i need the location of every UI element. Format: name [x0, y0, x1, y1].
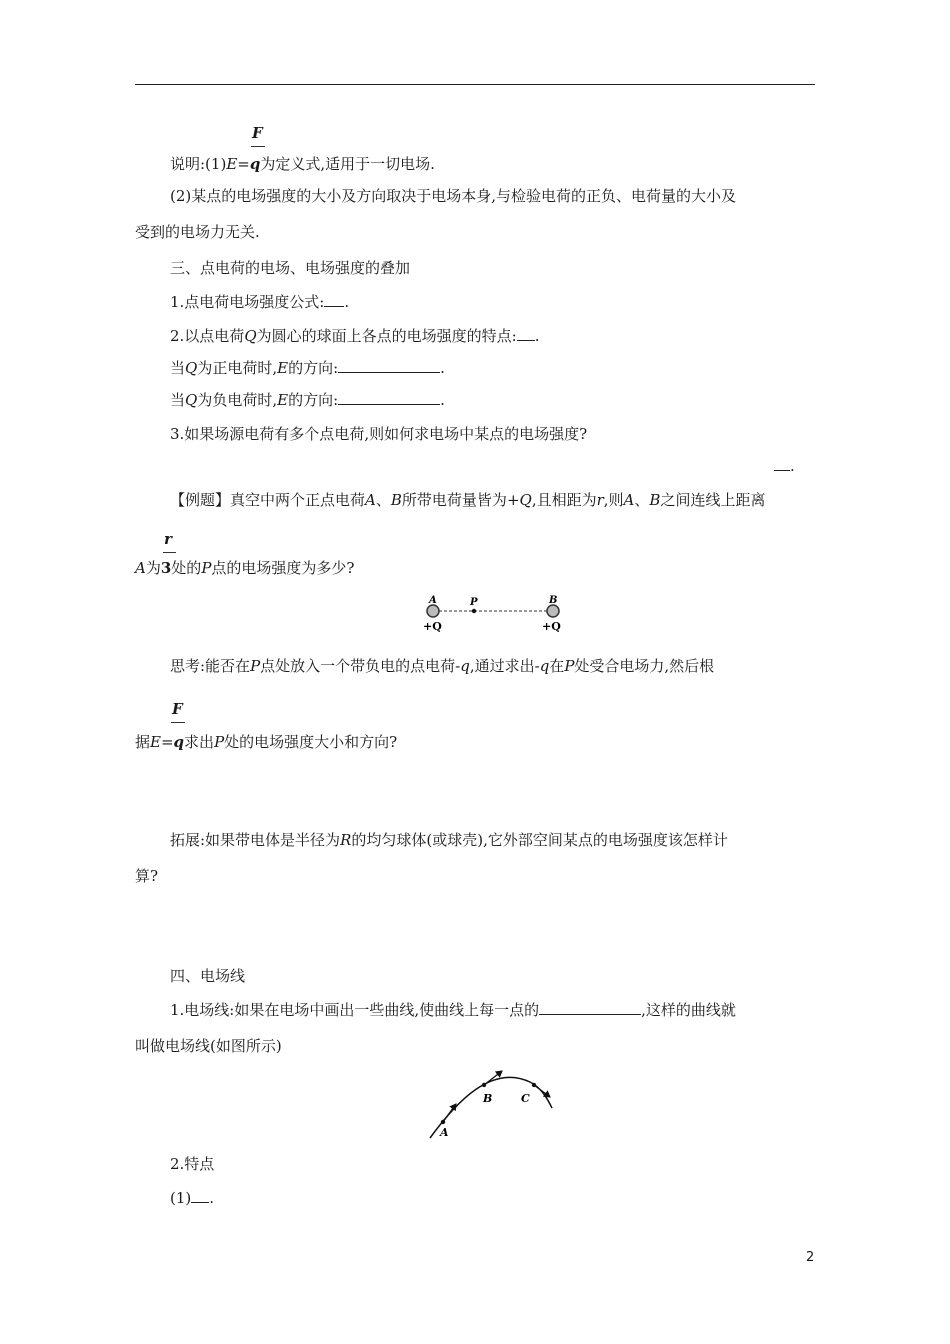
page-number: 2	[806, 1250, 815, 1265]
example-text3: ,且相距为	[531, 491, 597, 509]
item2-post: 为圆心的球面上各点的电场强度的特点:	[256, 327, 517, 345]
section3-item2	[170, 326, 539, 346]
var-P2: P	[564, 657, 575, 675]
answer-blank	[191, 1188, 209, 1203]
var-negq2: -q	[534, 657, 550, 675]
charge-B-label: +Q	[542, 620, 561, 633]
var-P: P	[250, 657, 261, 675]
var-B2: B	[649, 491, 661, 509]
var-plusQ: +Q	[506, 491, 532, 509]
period: .	[534, 327, 540, 345]
label-P: P	[470, 597, 478, 608]
fraction-denominator: 3	[160, 559, 172, 577]
period: .	[440, 359, 445, 377]
extend-line-1	[170, 830, 728, 850]
fraction-bar	[163, 552, 176, 553]
extend-post: 的均匀球体(或球壳),它外部空间某点的电场强度该怎样计	[351, 831, 728, 849]
think-mid4: 处受合电场力,然后根	[574, 657, 715, 675]
var-P: P	[214, 733, 225, 751]
answer-blank	[338, 358, 440, 373]
period: .	[790, 457, 795, 475]
note-suffix: 为定义式,适用于一切电场.	[260, 155, 435, 173]
section4-heading: 四、电场线	[170, 967, 246, 985]
neg-post: 的方向:	[288, 391, 339, 409]
note-line-3: 受到的电场力无关.	[135, 223, 260, 241]
example-post-pre: 处的	[171, 559, 202, 577]
neg-mid: 为负电荷时,	[197, 391, 278, 409]
fraction-numerator: r	[164, 530, 172, 548]
sep: 、	[634, 491, 650, 509]
answer-blank	[324, 292, 344, 307]
think-pre: 思考:能否在	[170, 657, 251, 675]
extend-pre: 拓展:如果带电体是半径为	[170, 831, 341, 849]
fraction-numerator: F	[172, 700, 183, 718]
field-line-figure	[422, 1066, 562, 1142]
pos-mid: 为正电荷时,	[197, 359, 278, 377]
var-A: A	[135, 559, 146, 577]
tangent-arrow-C	[534, 1085, 550, 1097]
think-mid2: ,通过求出	[469, 657, 535, 675]
var-P: P	[201, 559, 212, 577]
fraction-bar	[171, 722, 185, 723]
example-line-2	[135, 558, 354, 578]
item2-1-label: (1)	[170, 1189, 192, 1207]
pos-Q: Q	[185, 359, 198, 377]
item1-pre: 1.电场线:如果在电场中画出一些曲线,使曲线上每一点的	[170, 1001, 540, 1019]
section4-item2-1	[170, 1188, 214, 1208]
label-B: B	[549, 595, 558, 606]
think-mid3: 在	[549, 657, 565, 675]
var-A: A	[365, 491, 376, 509]
section4-item2: 2.特点	[170, 1155, 215, 1173]
fraction-bar	[251, 146, 265, 147]
positive-charge-line	[170, 358, 445, 378]
item2-pre: 2.以点电荷	[170, 327, 245, 345]
extend-line-2: 算?	[135, 867, 159, 885]
think-E: E=	[150, 733, 174, 751]
section4-item1	[170, 1000, 736, 1020]
charge-B-sphere	[547, 605, 559, 617]
neg-E: E	[277, 391, 289, 409]
example-text4: ,则	[603, 491, 624, 509]
label-B: B	[483, 1092, 493, 1105]
note-line-2: (2)某点的电场强度的大小及方向取决于电场本身,与检验电荷的正负、电荷量的大小及	[170, 187, 737, 205]
pos-post: 的方向:	[288, 359, 339, 377]
answer-blank	[774, 456, 790, 471]
answer-blank	[539, 1000, 641, 1015]
charge-A-label: +Q	[423, 620, 442, 633]
sep: 、	[375, 491, 391, 509]
label-C: C	[521, 1092, 530, 1105]
item1-post: ,这样的曲线就	[641, 1001, 736, 1019]
answer-blank	[338, 390, 440, 405]
item1-text: 1.点电荷电场强度公式:	[170, 293, 325, 311]
example-wei: 为	[145, 559, 161, 577]
fraction-numerator: F	[252, 124, 263, 142]
neg-pre: 当	[170, 391, 186, 409]
item3-answer	[774, 456, 795, 476]
var-R: R	[340, 831, 352, 849]
pos-pre: 当	[170, 359, 186, 377]
answer-blank	[517, 326, 535, 341]
period: .	[209, 1189, 215, 1207]
example-post: 点的电场强度为多少?	[211, 559, 355, 577]
example-text2: 所带电荷量皆为	[401, 491, 507, 509]
pos-E: E	[277, 359, 289, 377]
note-line-1	[170, 154, 435, 174]
negative-charge-line	[170, 390, 445, 410]
header-rule	[135, 84, 815, 85]
example-line-1	[170, 490, 765, 510]
section3-item3: 3.如果场源电荷有多个点电荷,则如何求电场中某点的电场强度?	[170, 425, 588, 443]
var-A2: A	[623, 491, 635, 509]
think-line-2	[135, 732, 397, 752]
section3-heading: 三、点电荷的电场、电场强度的叠加	[170, 259, 411, 277]
think-line2-post: 处的电场强度大小和方向?	[224, 733, 398, 751]
two-charges-figure	[418, 592, 568, 636]
note-E: E=	[226, 155, 250, 173]
var-r: r	[596, 491, 604, 509]
example-tag: 【例题】	[170, 491, 231, 509]
label-A: A	[429, 595, 437, 606]
point-P	[472, 609, 476, 613]
period: .	[440, 391, 445, 409]
fraction-denominator: q	[249, 155, 261, 173]
tangent-arrow-A	[443, 1104, 456, 1122]
var-negq: -q	[455, 657, 470, 675]
example-text5: 之间连线上距离	[660, 491, 766, 509]
fraction-denominator: q	[173, 733, 185, 751]
note-prefix: 说明:(1)	[170, 155, 227, 173]
section4-item1-line2: 叫做电场线(如图所示)	[135, 1037, 282, 1055]
var-B: B	[390, 491, 402, 509]
label-A: A	[440, 1126, 449, 1139]
think-line2-mid: 求出	[184, 733, 215, 751]
think-mid1: 点处放入一个带负电的点电荷	[260, 657, 456, 675]
section3-item1	[170, 292, 349, 312]
neg-Q: Q	[185, 391, 198, 409]
think-line-1	[170, 656, 714, 676]
think-line2-pre: 据	[135, 733, 151, 751]
charge-A-sphere	[427, 605, 439, 617]
item2-Q: Q	[244, 327, 257, 345]
period: .	[344, 293, 350, 311]
example-text1: 真空中两个正点电荷	[230, 491, 366, 509]
